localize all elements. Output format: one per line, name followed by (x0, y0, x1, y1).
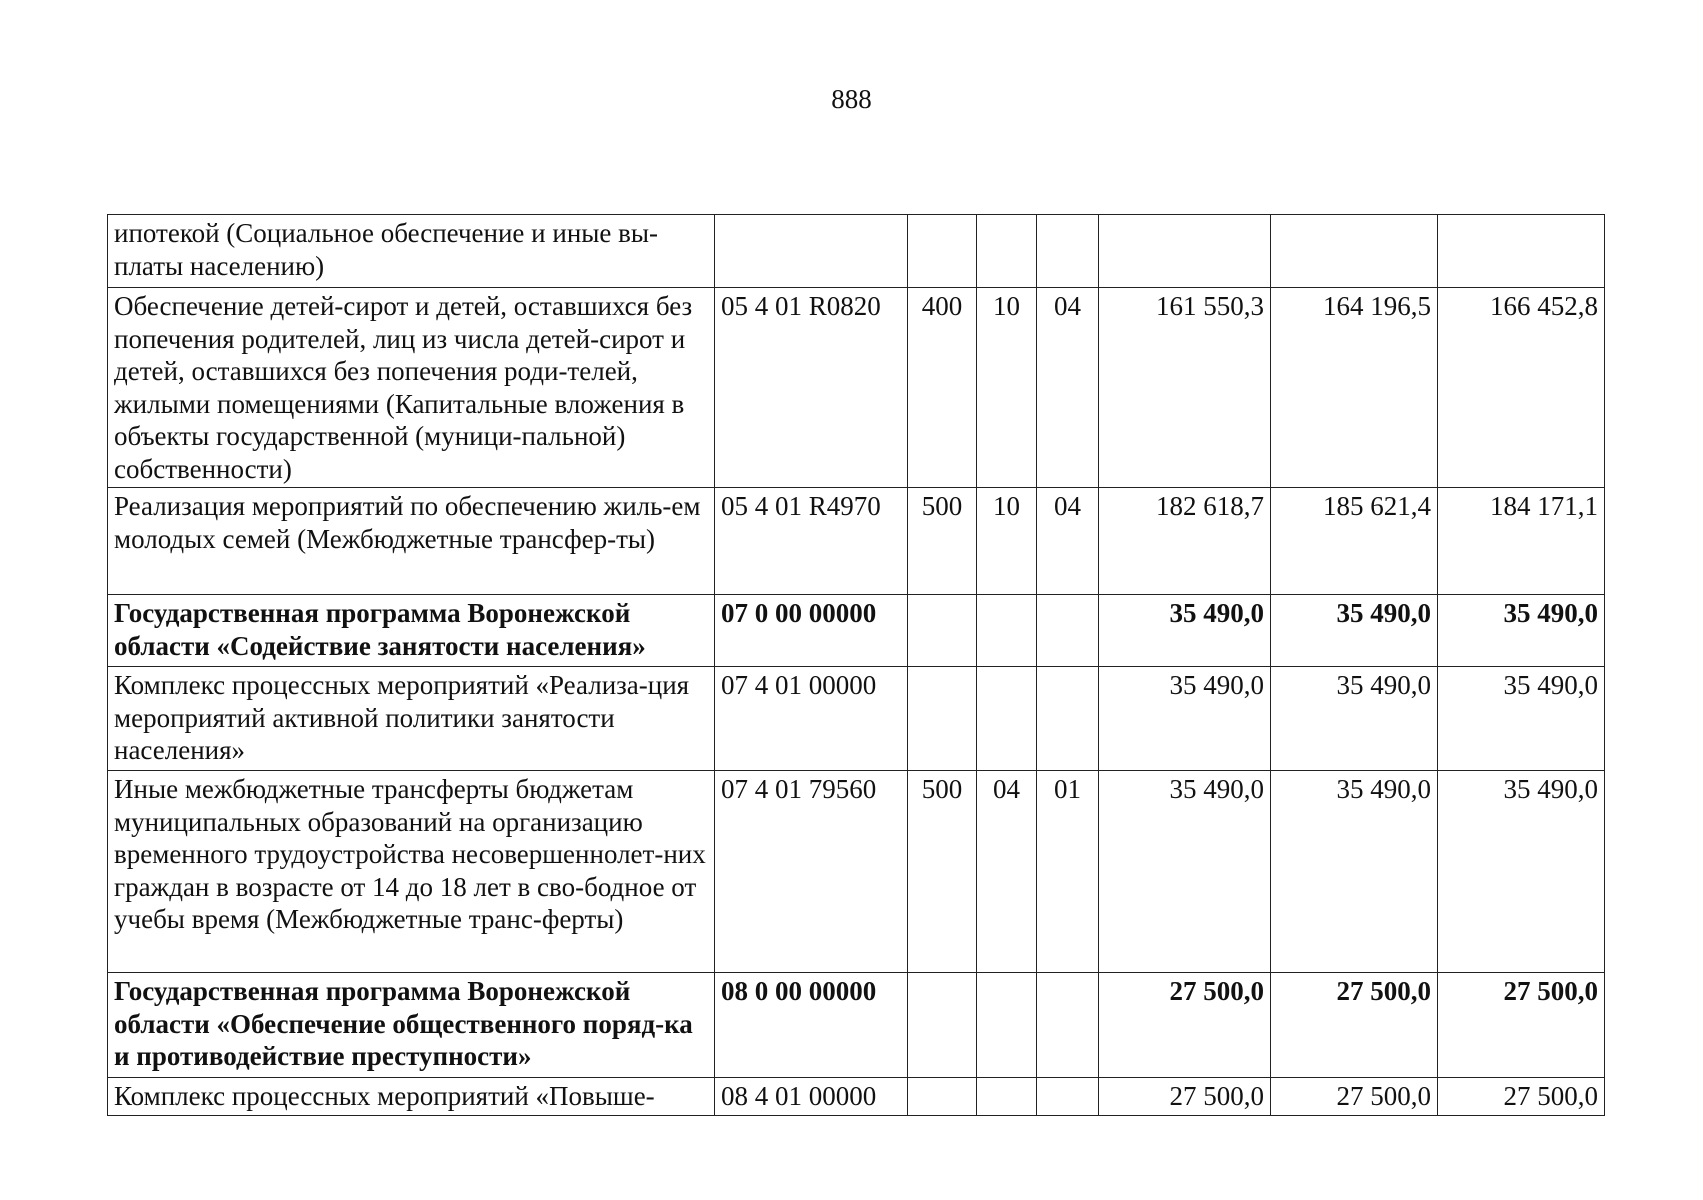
row-year1: 27 500,0 (1099, 973, 1271, 1078)
row-year2: 185 621,4 (1271, 488, 1438, 595)
row-year2: 35 490,0 (1271, 771, 1438, 973)
row-year3: 27 500,0 (1438, 1078, 1605, 1116)
table-row (108, 973, 1605, 1078)
row-name: Обеспечение детей-сирот и детей, оставшихся без попечения родителей, лиц из числа детей-сирот и детей, оставшихся без попечения роди-телей, жилыми помещениями (Капитальные вложения в объекты государственной (муници-пальной) собственности) (108, 288, 715, 488)
row-year3 (1438, 215, 1605, 288)
row-code: 07 4 01 00000 (715, 667, 908, 771)
row-code: 08 4 01 00000 (715, 1078, 908, 1116)
row-code: 07 0 00 00000 (715, 595, 908, 667)
row-code: 05 4 01 R4970 (715, 488, 908, 595)
row-year3: 166 452,8 (1438, 288, 1605, 488)
table-row (108, 288, 1605, 488)
row-pr (1037, 215, 1099, 288)
row-rz (977, 595, 1037, 667)
row-vr (908, 1078, 977, 1116)
row-year1: 161 550,3 (1099, 288, 1271, 488)
row-name: Комплекс процессных мероприятий «Повыше- (108, 1078, 715, 1116)
row-pr (1037, 667, 1099, 771)
row-year2: 35 490,0 (1271, 667, 1438, 771)
row-pr (1037, 1078, 1099, 1116)
row-vr (908, 215, 977, 288)
row-year2: 35 490,0 (1271, 595, 1438, 667)
budget-table (107, 214, 1605, 1116)
row-rz (977, 1078, 1037, 1116)
row-code: 05 4 01 R0820 (715, 288, 908, 488)
row-vr: 500 (908, 488, 977, 595)
row-year3: 35 490,0 (1438, 667, 1605, 771)
row-rz (977, 215, 1037, 288)
table-row (108, 1078, 1605, 1116)
row-rz (977, 667, 1037, 771)
row-year2 (1271, 215, 1438, 288)
row-year3: 35 490,0 (1438, 771, 1605, 973)
row-name: Государственная программа Воронежской области «Содействие занятости населения» (108, 595, 715, 667)
table-row (108, 667, 1605, 771)
row-year1 (1099, 215, 1271, 288)
row-pr: 01 (1037, 771, 1099, 973)
row-vr (908, 667, 977, 771)
row-rz: 10 (977, 288, 1037, 488)
row-year2: 164 196,5 (1271, 288, 1438, 488)
row-year3: 184 171,1 (1438, 488, 1605, 595)
row-year2: 27 500,0 (1271, 1078, 1438, 1116)
row-pr: 04 (1037, 488, 1099, 595)
table-row (108, 488, 1605, 595)
page-number: 888 (831, 84, 872, 114)
table-row (108, 215, 1605, 288)
row-pr (1037, 595, 1099, 667)
row-pr: 04 (1037, 288, 1099, 488)
row-vr (908, 595, 977, 667)
row-vr: 400 (908, 288, 977, 488)
row-year1: 35 490,0 (1099, 667, 1271, 771)
table-row (108, 595, 1605, 667)
row-year1: 182 618,7 (1099, 488, 1271, 595)
row-code: 08 0 00 00000 (715, 973, 908, 1078)
row-year1: 35 490,0 (1099, 595, 1271, 667)
row-name: Комплекс процессных мероприятий «Реализа-ция мероприятий активной политики занятости населения» (108, 667, 715, 771)
row-year1: 27 500,0 (1099, 1078, 1271, 1116)
row-name: Государственная программа Воронежской области «Обеспечение общественного поряд-ка и противодействие преступности» (108, 973, 715, 1078)
row-vr: 500 (908, 771, 977, 973)
row-code: 07 4 01 79560 (715, 771, 908, 973)
row-year3: 35 490,0 (1438, 595, 1605, 667)
row-name: Реализация мероприятий по обеспечению жиль-ем молодых семей (Межбюджетные трансфер-ты) (108, 488, 715, 595)
row-code (715, 215, 908, 288)
row-name: Иные межбюджетные трансферты бюджетам муниципальных образований на организацию временного трудоустройства несовершеннолет-них граждан в возрасте от 14 до 18 лет в сво-бодное от учебы время (Межбюджетные транс-ферты) (108, 771, 715, 973)
row-year3: 27 500,0 (1438, 973, 1605, 1078)
row-vr (908, 973, 977, 1078)
table-row (108, 771, 1605, 973)
row-pr (1037, 973, 1099, 1078)
row-rz: 10 (977, 488, 1037, 595)
row-rz: 04 (977, 771, 1037, 973)
row-year1: 35 490,0 (1099, 771, 1271, 973)
row-year2: 27 500,0 (1271, 973, 1438, 1078)
row-rz (977, 973, 1037, 1078)
row-name: ипотекой (Социальное обеспечение и иные вы-платы населению) (108, 215, 715, 288)
